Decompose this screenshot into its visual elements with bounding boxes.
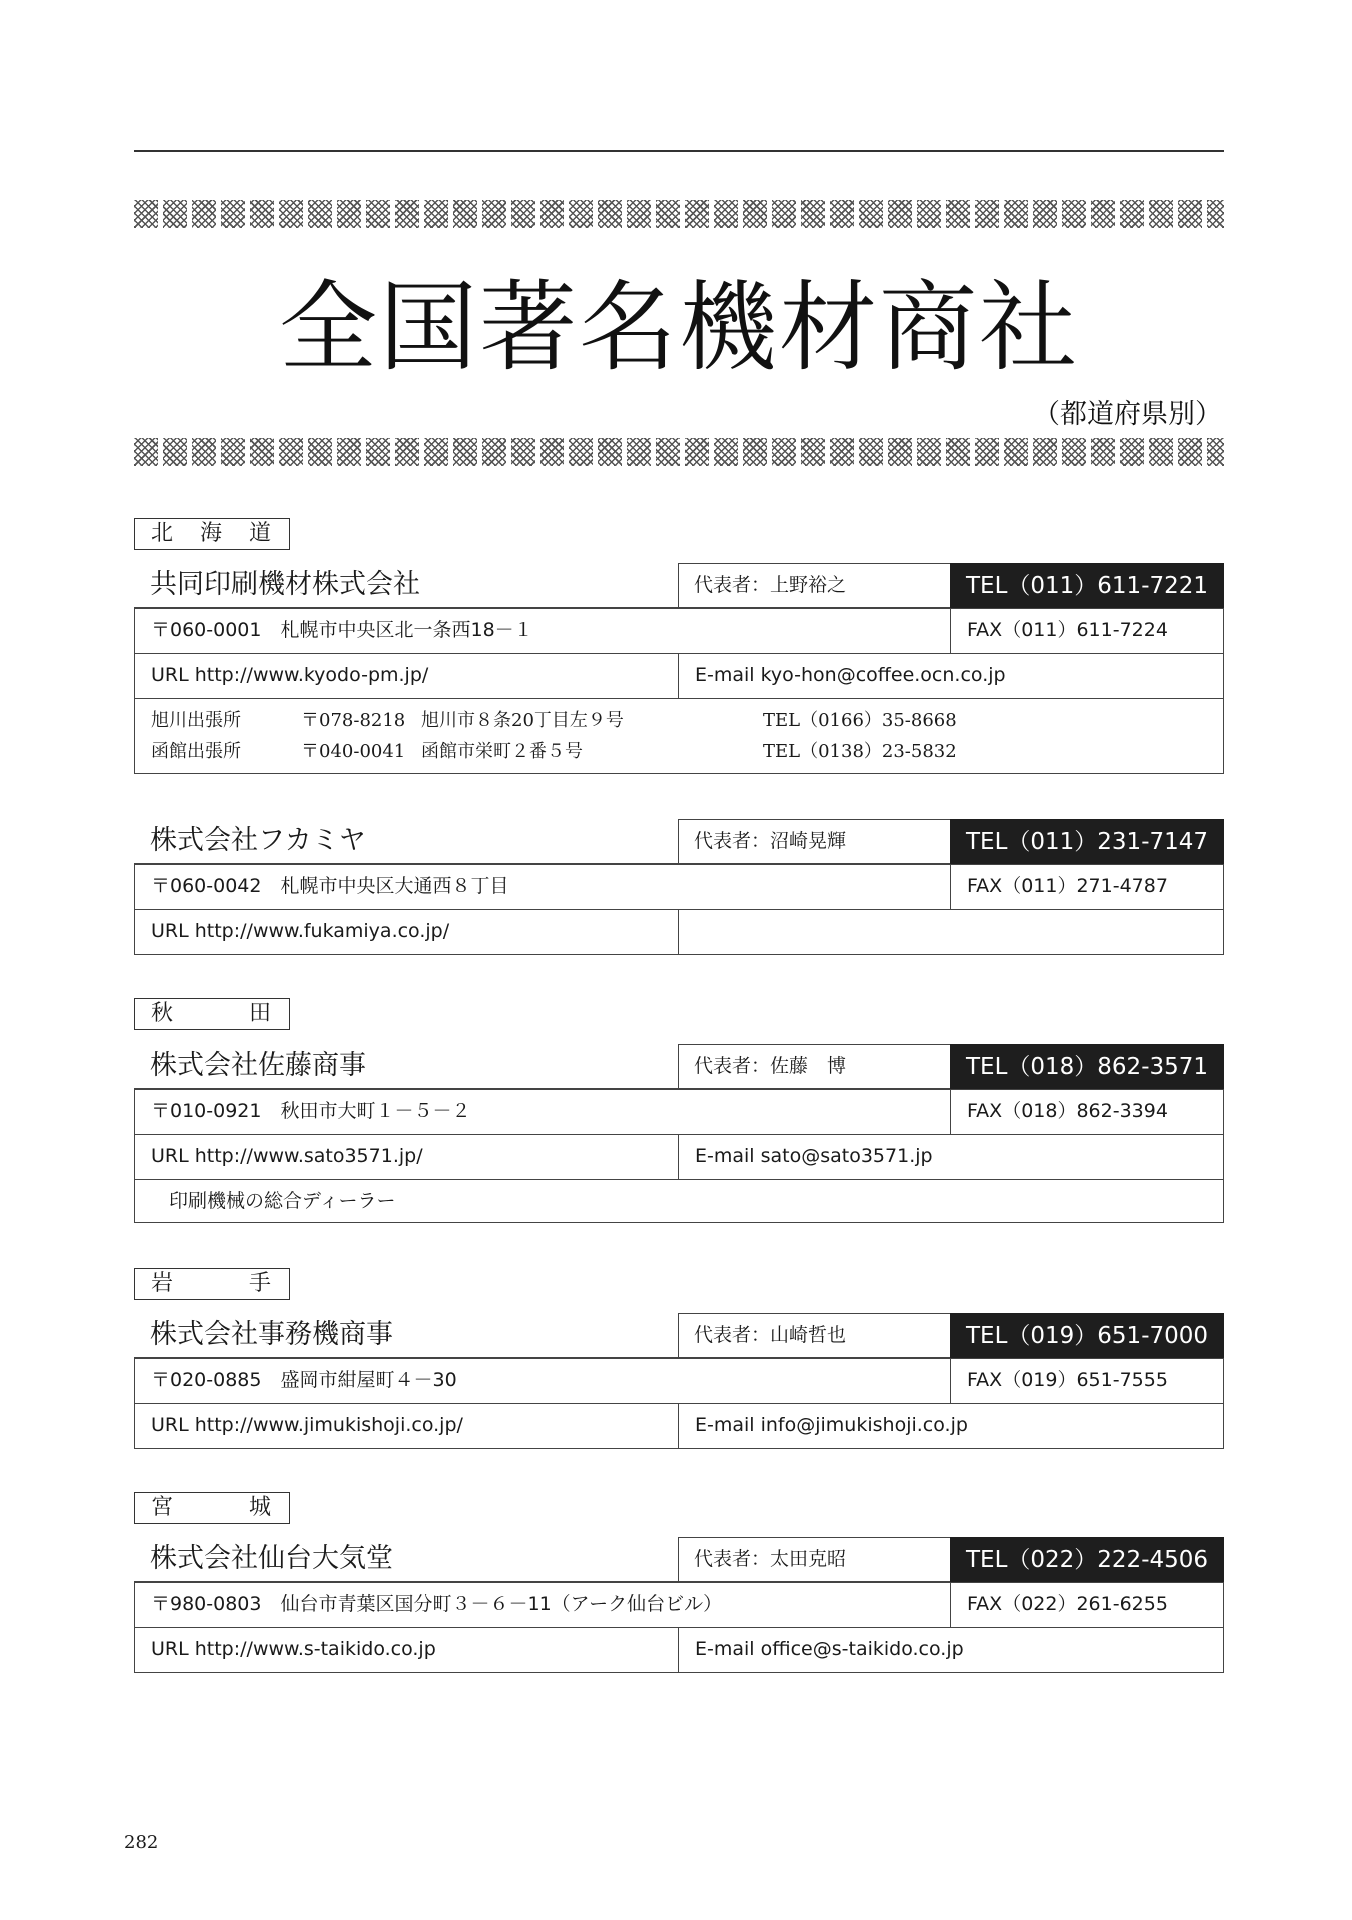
top-rule	[134, 150, 1224, 152]
branch-row: 旭川出張所 〒078-8218 旭川市８条20丁目左９号 TEL（0166）35-8668	[151, 710, 957, 731]
address: 〒010-0921 秋田市大町１－５－２	[135, 1090, 951, 1134]
company-entry	[134, 563, 1224, 774]
email-link[interactable]: E-mail info@jimukishoji.co.jp	[695, 1414, 968, 1436]
tel-number: TEL（011）231-7147	[950, 819, 1224, 864]
fax-number: FAX（011）271-4787	[967, 875, 1168, 897]
page-subtitle: （都道府県別）	[1033, 399, 1222, 430]
branch-list	[134, 699, 1224, 774]
branch-row: 函館出張所 〒040-0041 函館市栄町２番５号 TEL（0138）23-5832	[151, 741, 957, 762]
address: 〒980-0803 仙台市青葉区国分町３－６－11（アーク仙台ビル）	[135, 1583, 951, 1627]
address: 〒060-0001 札幌市中央区北一条西18－１	[135, 609, 951, 653]
email-link[interactable]: E-mail kyo-hon@coffee.ocn.co.jp	[695, 664, 1006, 686]
address: 〒020-0885 盛岡市紺屋町４－30	[135, 1359, 951, 1403]
representative: 代表者：太田克昭	[678, 1537, 950, 1582]
company-name: 株式会社フカミヤ	[134, 819, 678, 864]
region-label-akita: 秋 田	[134, 998, 290, 1030]
url-link[interactable]: URL http://www.s-taikido.co.jp	[135, 1628, 679, 1672]
page-number: 282	[124, 1832, 159, 1853]
representative: 代表者：沼崎晃輝	[678, 819, 950, 864]
email-link[interactable]: E-mail sato@sato3571.jp	[695, 1145, 933, 1167]
fax-number: FAX（011）611-7224	[967, 619, 1168, 641]
url-link[interactable]: URL http://www.fukamiya.co.jp/	[135, 910, 679, 954]
region-label-iwate: 岩 手	[134, 1268, 290, 1300]
company-entry	[134, 1313, 1224, 1449]
url-link[interactable]: URL http://www.jimukishoji.co.jp/	[135, 1404, 679, 1448]
company-entry	[134, 1044, 1224, 1223]
email-link	[679, 910, 1223, 954]
tel-number: TEL（022）222-4506	[950, 1537, 1224, 1582]
company-entry	[134, 1537, 1224, 1673]
page-title: 全国著名機材商社	[278, 271, 1079, 385]
representative: 代表者：佐藤 博	[678, 1044, 950, 1089]
company-name: 共同印刷機材株式会社	[134, 563, 678, 608]
fax-number: FAX（019）651-7555	[967, 1369, 1168, 1391]
region-label-miyagi: 宮 城	[134, 1492, 290, 1524]
fax-number: FAX（018）862-3394	[967, 1100, 1168, 1122]
fax-number: FAX（022）261-6255	[967, 1593, 1168, 1615]
tel-number: TEL（011）611-7221	[950, 563, 1224, 608]
email-link[interactable]: E-mail office@s-taikido.co.jp	[695, 1638, 964, 1660]
region-label-hokkaido: 北 海 道	[134, 518, 290, 550]
representative: 代表者：山崎哲也	[678, 1313, 950, 1358]
tel-number: TEL（018）862-3571	[950, 1044, 1224, 1089]
company-name: 株式会社事務機商事	[134, 1313, 678, 1358]
decorative-border-top	[134, 200, 1224, 228]
url-link[interactable]: URL http://www.kyodo-pm.jp/	[135, 654, 679, 698]
url-link[interactable]: URL http://www.sato3571.jp/	[135, 1135, 679, 1179]
company-name: 株式会社仙台大気堂	[134, 1537, 678, 1582]
company-note: 印刷機械の総合ディーラー	[134, 1180, 1224, 1223]
tel-number: TEL（019）651-7000	[950, 1313, 1224, 1358]
decorative-border-bottom	[134, 438, 1224, 466]
company-entry	[134, 819, 1224, 955]
company-name: 株式会社佐藤商事	[134, 1044, 678, 1089]
address: 〒060-0042 札幌市中央区大通西８丁目	[135, 865, 951, 909]
representative: 代表者：上野裕之	[678, 563, 950, 608]
